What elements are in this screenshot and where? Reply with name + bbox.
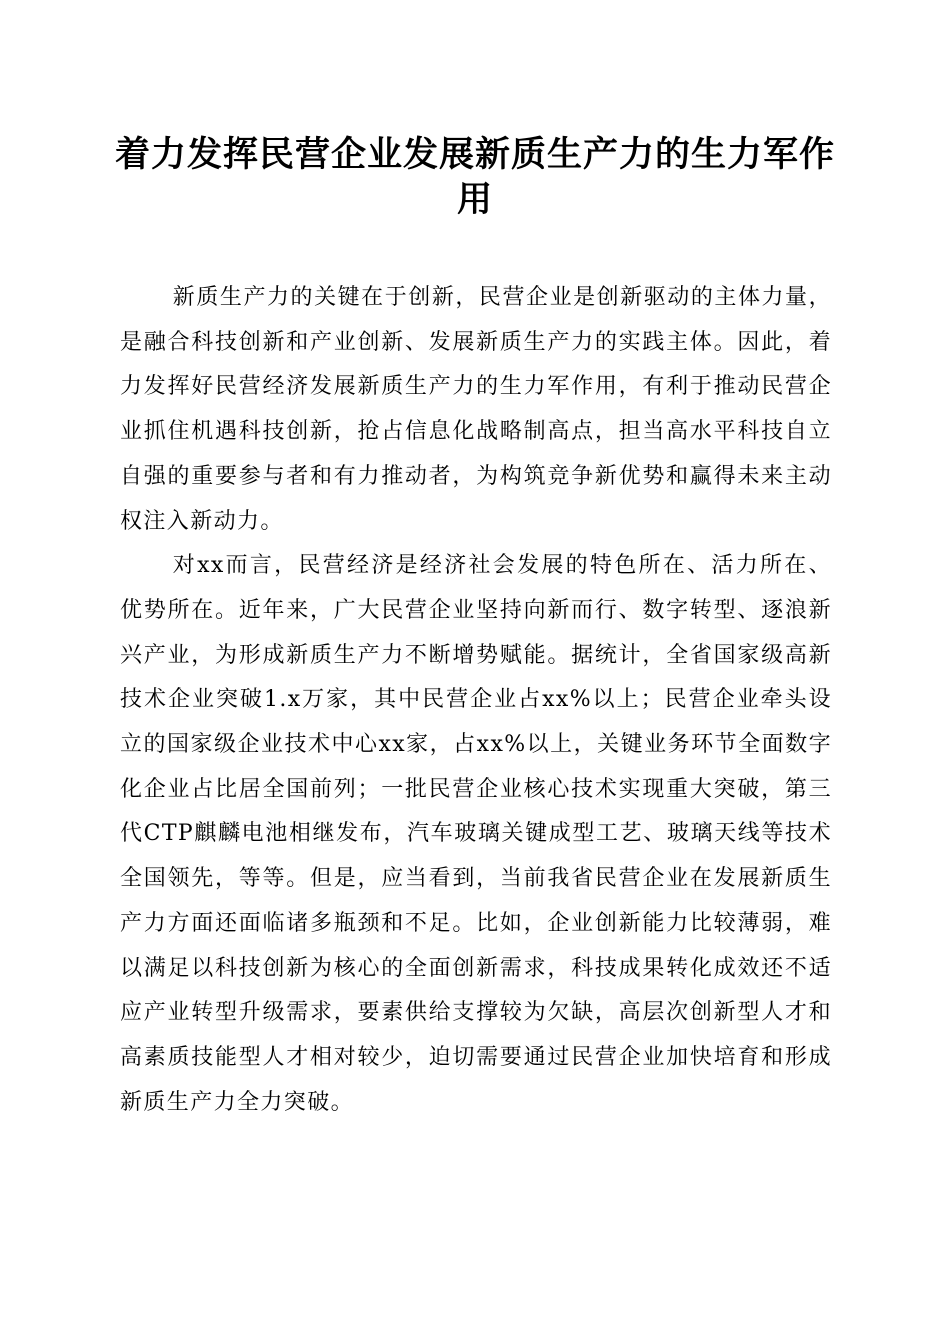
document-title: 着力发挥民营企业发展新质生产力的生力军作用 bbox=[114, 134, 835, 220]
document-body bbox=[120, 276, 832, 1125]
paragraph-1: 新质生产力的关键在于创新，民营企业是创新驱动的主体力量，是融合科技创新和产业创新、发展新质生产力的实践主体。因此，着力发挥好民营经济发展新质生产力的生力军作用，有利于推动民营企业抓住机遇科技创新，抢占信息化战略制高点，担当高水平科技自立自强的重要参与者和有力推动者，为构筑竞争新优势和赢得未来主动权注入新动力。 bbox=[120, 285, 832, 534]
paragraph-2: 对xx而言，民营经济是经济社会发展的特色所在、活力所在、优势所在。近年来，广大民营企业坚持向新而行、数字转型、逐浪新兴产业，为形成新质生产力不断增势赋能。据统计，全省国家级高新技术企业突破1.x万家，其中民营企业占xx%以上；民营企业牵头设立的国家级企业技术中心xx家，占xx%以上，关键业务环节全面数字化企业占比居全国前列；一批民营企业核心技术实现重大突破，第三代CTP麒麟电池相继发布，汽车玻璃关键成型工艺、玻璃天线等技术全国领先，等等。但是，应当看到，当前我省民营企业在发展新质生产力方面还面临诸多瓶颈和不足。比如，企业创新能力比较薄弱，难以满足以科技创新为核心的全面创新需求，科技成果转化成效还不适应产业转型升级需求，要素供给支撑较为欠缺，高层次创新型人才和高素质技能型人才相对较少，迫切需要通过民营企业加快培育和形成新质生产力全力突破。 bbox=[120, 553, 832, 1115]
